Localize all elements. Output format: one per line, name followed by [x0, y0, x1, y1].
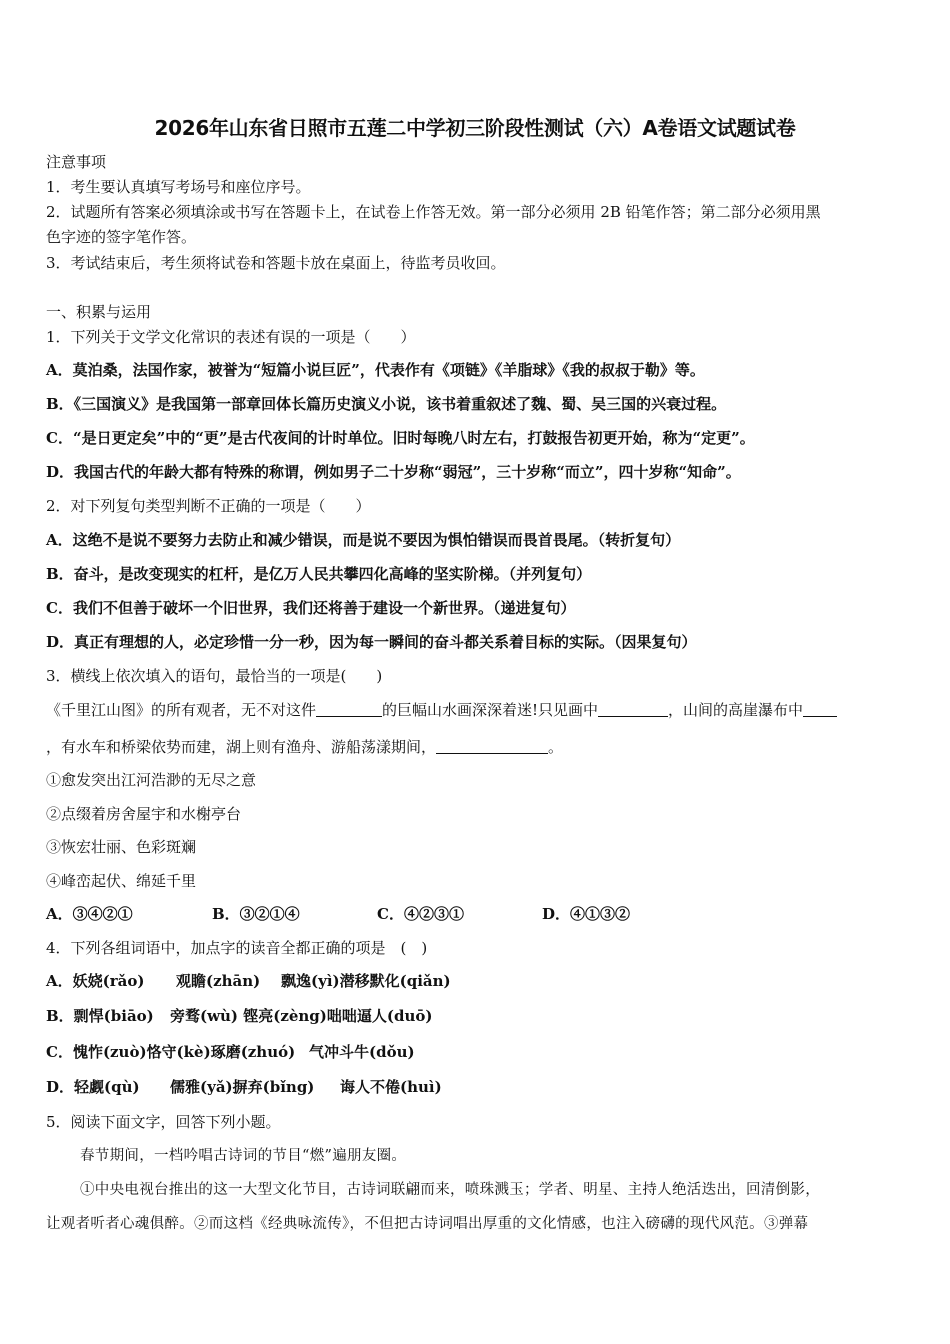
q5-passage-para-1: 春节期间，一档吟唱古诗词的节目“燃”遍朋友圈。 [80, 1148, 407, 1164]
q3-item: ③恢宏壮丽、色彩斑斓 [46, 838, 197, 856]
q4-option-a-word: A．妖娆(rǎo) [46, 972, 145, 990]
q2-option-d: D．真正有理想的人，必定珍惜一分一秒，因为每一瞬间的奋斗都关系着目标的实际。（因果复句） [46, 633, 697, 651]
question-1-stem: 1．下列关于文学文化常识的表述有误的一项是（ ） [46, 328, 416, 346]
q3-text: ，有水车和桥梁依势而建，湖上则有渔舟、游船荡漾期间， [46, 738, 437, 756]
q3-text: 的巨幅山水画深深着迷!只见画中 [382, 701, 599, 719]
q3-choice-a: A．③④②① [46, 905, 133, 923]
notice-item: 色字迹的签字笔作答。 [46, 228, 197, 246]
answer-blank [316, 702, 382, 717]
q5-passage-para-2-cont: 让观者听者心魂俱醉。②而这档《经典咏流传》，不但把古诗词唱出厚重的文化情感，也注入磅礴的现代风范。③弹幕 [46, 1216, 809, 1232]
question-5-stem: 5．阅读下面文字，回答下列小题。 [46, 1113, 281, 1131]
q4-option-b-word: B．剽悍(biāo) [46, 1007, 154, 1025]
q1-option-d: D．我国古代的年龄大都有特殊的称谓，例如男子二十岁称“弱冠”，三十岁称“而立”，四十岁称“知命”。 [46, 463, 741, 481]
notice-heading: 注意事项 [46, 153, 107, 171]
question-2-stem: 2．对下列复句类型判断不正确的一项是（ ） [46, 497, 371, 515]
q3-item: ①愈发突出江河浩渺的无尽之意 [46, 771, 257, 789]
q4-option-c-word: 气冲斗牛(dǒu) [309, 1043, 415, 1061]
page-title: 2026年山东省日照市五莲二中学初三阶段性测试（六）A卷语文试题试卷 [154, 116, 796, 140]
q3-text: ，山间的高崖瀑布中 [668, 701, 804, 719]
q4-option-d-word: 儒雅(yǎ)摒弃(bǐng) [170, 1078, 315, 1096]
q1-option-c: C．“是日更定矣”中的“更”是古代夜间的计时单位。旧时每晚八时左右，打鼓报告初更开始，称为“定更”。 [46, 429, 755, 447]
q3-choice-d: D．④①③② [542, 905, 631, 923]
q4-option-b-word: 旁骛(wù) 铿亮(zèng)咄咄逼人(duō) [170, 1007, 433, 1025]
q3-text: 。 [548, 738, 564, 756]
q4-option-d-word: 诲人不倦(huì) [340, 1078, 442, 1096]
q5-passage-para-2: ①中央电视台推出的这一大型文化节目，古诗词联翩而来，喷珠溅玉；学者、明星、主持人绝活迭出，回清倒影， [80, 1182, 820, 1198]
q3-passage-line-1 [46, 700, 837, 720]
section-heading: 一、积累与运用 [46, 303, 152, 321]
notice-item: 3．考试结束后，考生须将试卷和答题卡放在桌面上，待监考员收回。 [46, 254, 506, 272]
q3-passage-line-2 [46, 737, 563, 757]
notice-item: 1．考生要认真填写考场号和座位序号。 [46, 178, 311, 196]
q2-option-b: B．奋斗，是改变现实的杠杆，是亿万人民共攀四化高峰的坚实阶梯。（并列复句） [46, 565, 592, 583]
q4-option-d-word: D．轻觑(qù) [46, 1078, 140, 1096]
answer-blank [436, 739, 548, 754]
q1-option-a: A．莫泊桑，法国作家，被誉为“短篇小说巨匠”，代表作有《项链》《羊脂球》《我的叔叔于勒》等。 [46, 361, 705, 379]
question-4-stem: 4．下列各组词语中，加点字的读音全都正确的项是 ( ) [46, 939, 428, 957]
q4-option-a-word: 观瞻(zhān) [176, 972, 261, 990]
q4-option-a-word: 飘逸(yì)潜移默化(qiǎn) [281, 972, 451, 990]
answer-blank [598, 702, 668, 717]
answer-blank [803, 702, 837, 717]
q2-option-a: A．这绝不是说不要努力去防止和减少错误，而是说不要因为惧怕错误而畏首畏尾。（转折复句） [46, 531, 681, 549]
q4-option-c-word: C．愧怍(zuò)恪守(kè)琢磨(zhuó) [46, 1043, 296, 1061]
q2-option-c: C．我们不但善于破坏一个旧世界，我们还将善于建设一个新世界。（递进复句） [46, 599, 576, 617]
q3-choice-c: C．④②③① [377, 905, 464, 923]
q1-option-b: B．《三国演义》是我国第一部章回体长篇历史演义小说，该书着重叙述了魏、蜀、吴三国的兴衰过程。 [46, 395, 727, 413]
notice-item: 2．试题所有答案必须填涂或书写在答题卡上，在试卷上作答无效。第一部分必须用 2B 铅笔作答；第二部分必须用黑 [46, 203, 821, 221]
q3-item: ②点缀着房舍屋宇和水榭亭台 [46, 805, 242, 823]
q3-text: 《千里江山图》的所有观者，无不对这件 [46, 701, 317, 719]
q3-choice-b: B．③②①④ [212, 905, 300, 923]
question-3-stem: 3．横线上依次填入的语句，最恰当的一项是( ) [46, 667, 383, 685]
q3-item: ④峰峦起伏、绵延千里 [46, 872, 197, 890]
